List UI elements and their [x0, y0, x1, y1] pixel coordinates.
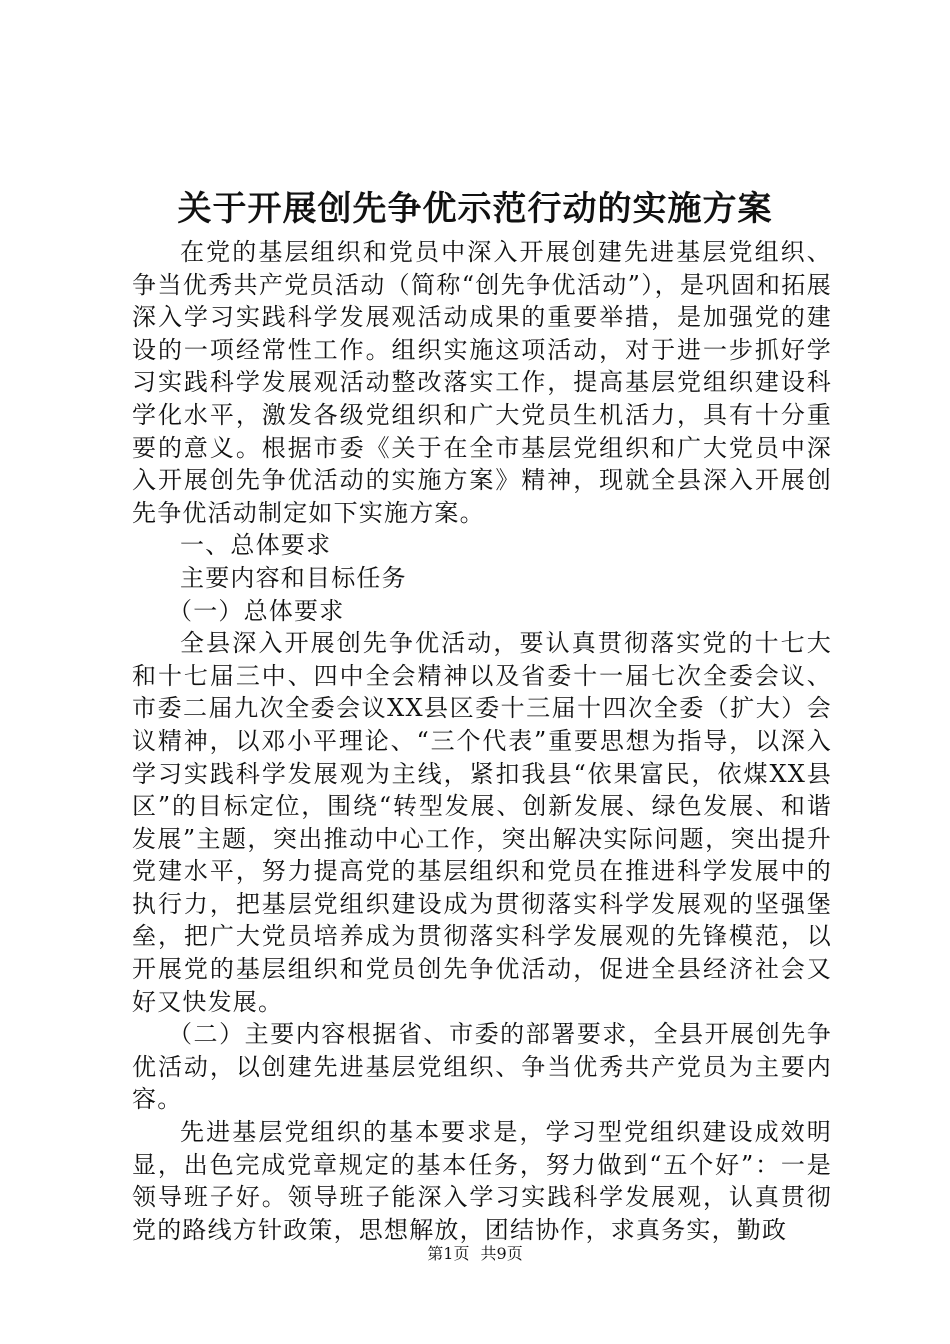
page-footer — [0, 1243, 950, 1265]
paragraph-overall-requirements: 全县深入开展创先争优活动，要认真贯彻落实党的十七大和十七届三中、四中全会精神以及省委十一届七次全委会议、市委二届九次全委会议XX县区委十三届十四次全委（扩大）会议精神，以邓小平理论、“三个代表”重要思想为指导，以深入学习实践科学发展观为主线，紧扣我县“依果富民，依煤XX县区”的目标定位，围绕“转型发展、创新发展、绿色发展、和谐发展”主题，突出推动中心工作，突出解决实际问题，突出提升党建水平，努力提高党的基层组织和党员在推进科学发展中的执行力，把基层党组织建设成为贯彻落实科学发展观的坚强堡垒，把广大党员培养成为贯彻落实科学发展观的先锋模范，以开展党的基层组织和党员创先争优活动，促进全县经济社会又好又快发展。 — [132, 629, 832, 1016]
paragraph-advanced-organization: 先进基层党组织的基本要求是，学习型党组织建设成效明显，出色完成党章规定的基本任务，努力做到“五个好”：一是领导班子好。领导班子能深入学习实践科学发展观，认真贯彻党的路线方针政策，思想解放，团结协作，求真务实，勤政 — [132, 1118, 832, 1244]
page-number: 第1页 — [427, 1244, 470, 1263]
document-title: 关于开展创先争优示范行动的实施方案 — [177, 189, 773, 229]
section-heading-content: 主要内容和目标任务 — [180, 563, 407, 592]
section-heading-overall: 一、总体要求 — [180, 531, 332, 560]
document-body — [132, 236, 832, 1246]
subsection-heading-1: （一）总体要求 — [168, 596, 345, 625]
page-total: 共9页 — [480, 1244, 523, 1263]
paragraph-intro: 在党的基层组织和党员中深入开展创建先进基层党组织、争当优秀共产党员活动（简称“创先争优活动”），是巩固和拓展深入学习实践科学发展观活动成果的重要举措，是加强党的建设的一项经常性工作。组织实施这项活动，对于进一步抓好学习实践科学发展观活动整改落实工作，提高基层党组织建设科学化水平，激发各级党组织和广大党员生机活力，具有十分重要的意义。根据市委《关于在全市基层党组织和广大党员中深入开展创先争优活动的实施方案》精神，现就全县深入开展创先争优活动制定如下实施方案。 — [132, 238, 832, 527]
paragraph-main-content: （二）主要内容根据省、市委的部署要求，全县开展创先争优活动，以创建先进基层党组织、争当优秀共产党员为主要内容。 — [132, 1020, 832, 1114]
